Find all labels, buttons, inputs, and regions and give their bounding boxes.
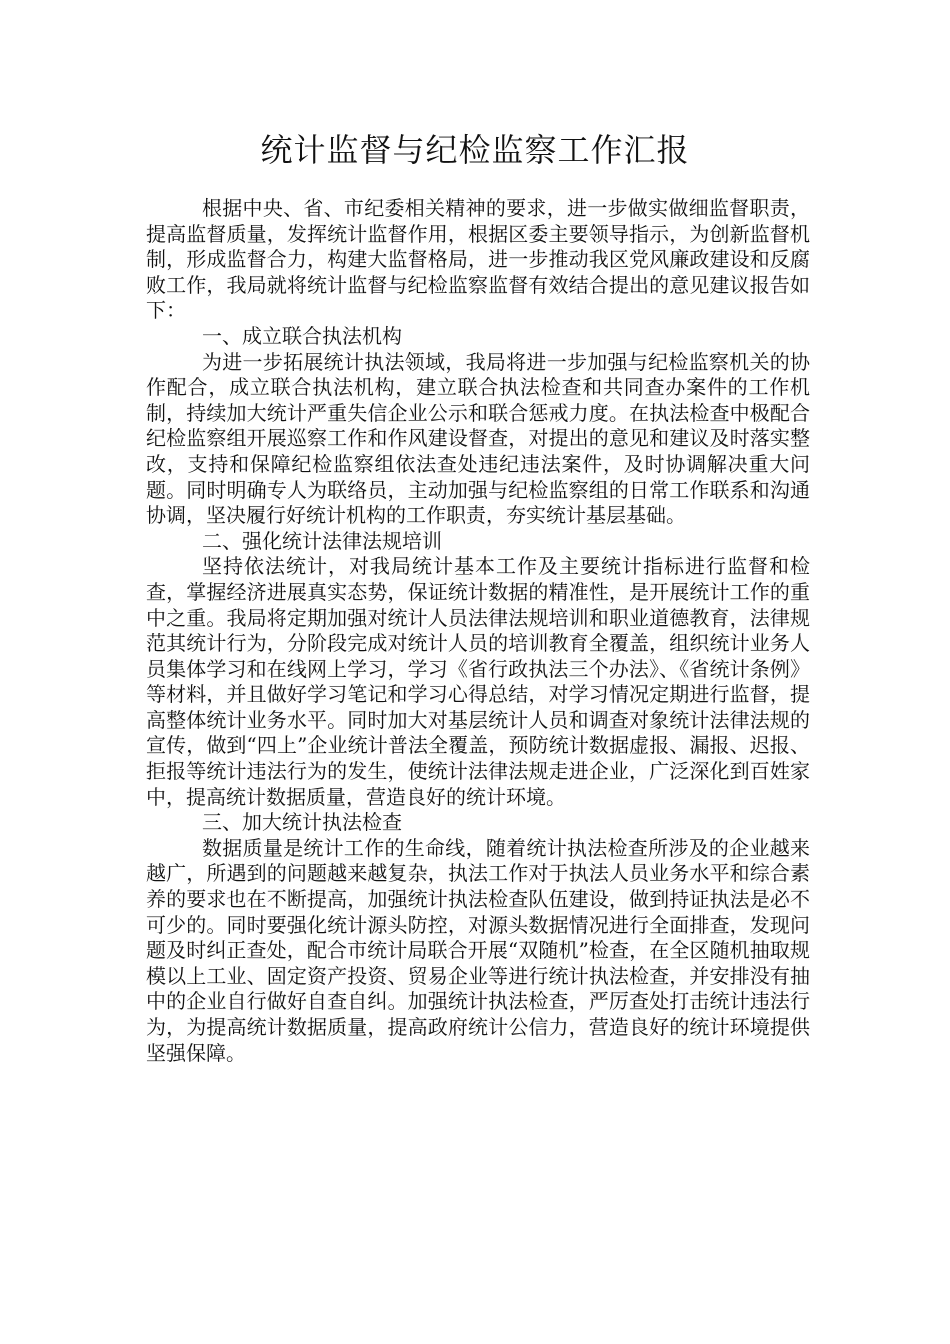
section-heading-3: 三、加大统计执法检查: [202, 810, 402, 835]
document-title: 统计监督与纪检监察工作汇报: [260, 131, 690, 169]
section-body-3: 数据质量是统计工作的生命线，随着统计执法检查所涉及的企业越来越广，所遇到的问题越来越复杂，执法工作对于执法人员业务水平和综合素养的要求也在不断提高，加强统计执法检查队伍建设，做到持证执法是必不可少的。同时要强化统计源头防控，对源头数据情况进行全面排查，发现问题及时纠正查处，配合市统计局联合开展“双随机”检查，在全区随机抽取规模以上工业、固定资产投资、贸易企业等进行统计执法检查，并安排没有抽中的企业自行做好自查自纠。加强统计执法检查，严厉查处打击统计违法行为，为提高统计数据质量，提高政府统计公信力，营造良好的统计环境提供坚强保障。: [146, 835, 810, 1065]
section-body-2: 坚持依法统计，对我局统计基本工作及主要统计指标进行监督和检查，掌握经济进展真实态势，保证统计数据的精准性，是开展统计工作的重中之重。我局将定期加强对统计人员法律法规培训和职业道德教育，法律规范其统计行为，分阶段完成对统计人员的培训教育全覆盖，组织统计业务人员集体学习和在线网上学习，学习《省行政执法三个办法》、《省统计条例》等材料，并且做好学习笔记和学习心得总结，对学习情况定期进行监督，提高整体统计业务水平。同时加大对基层统计人员和调查对象统计法律法规的宣传，做到“四上”企业统计普法全覆盖，预防统计数据虚报、漏报、迟报、拒报等统计违法行为的发生，使统计法律法规走进企业，广泛深化到百姓家中，提高统计数据质量，营造良好的统计环境。: [146, 554, 810, 809]
intro-paragraph: 根据中央、省、市纪委相关精神的要求，进一步做实做细监督职责，提高监督质量，发挥统计监督作用，根据区委主要领导指示，为创新监督机制，形成监督合力，构建大监督格局，进一步推动我区党风廉政建设和反腐败工作，我局就将统计监督与纪检监察监督有效结合提出的意见建议报告如下：: [146, 196, 810, 323]
section-body-1: 为进一步拓展统计执法领域，我局将进一步加强与纪检监察机关的协作配合，成立联合执法机构，建立联合执法检查和共同查办案件的工作机制，持续加大统计严重失信企业公示和联合惩戒力度。在执法检查中极配合纪检监察组开展巡察工作和作风建设督查，对提出的意见和建议及时落实整改，支持和保障纪检监察组依法查处违纪违法案件，及时协调解决重大问题。同时明确专人为联络员，主动加强与纪检监察组的日常工作联系和沟通协调，坚决履行好统计机构的工作职责，夯实统计基层基础。: [146, 349, 810, 528]
section-heading-2: 二、强化统计法律法规培训: [202, 528, 442, 553]
section-heading-1: 一、成立联合执法机构: [202, 323, 402, 348]
document-body: [146, 196, 810, 1066]
